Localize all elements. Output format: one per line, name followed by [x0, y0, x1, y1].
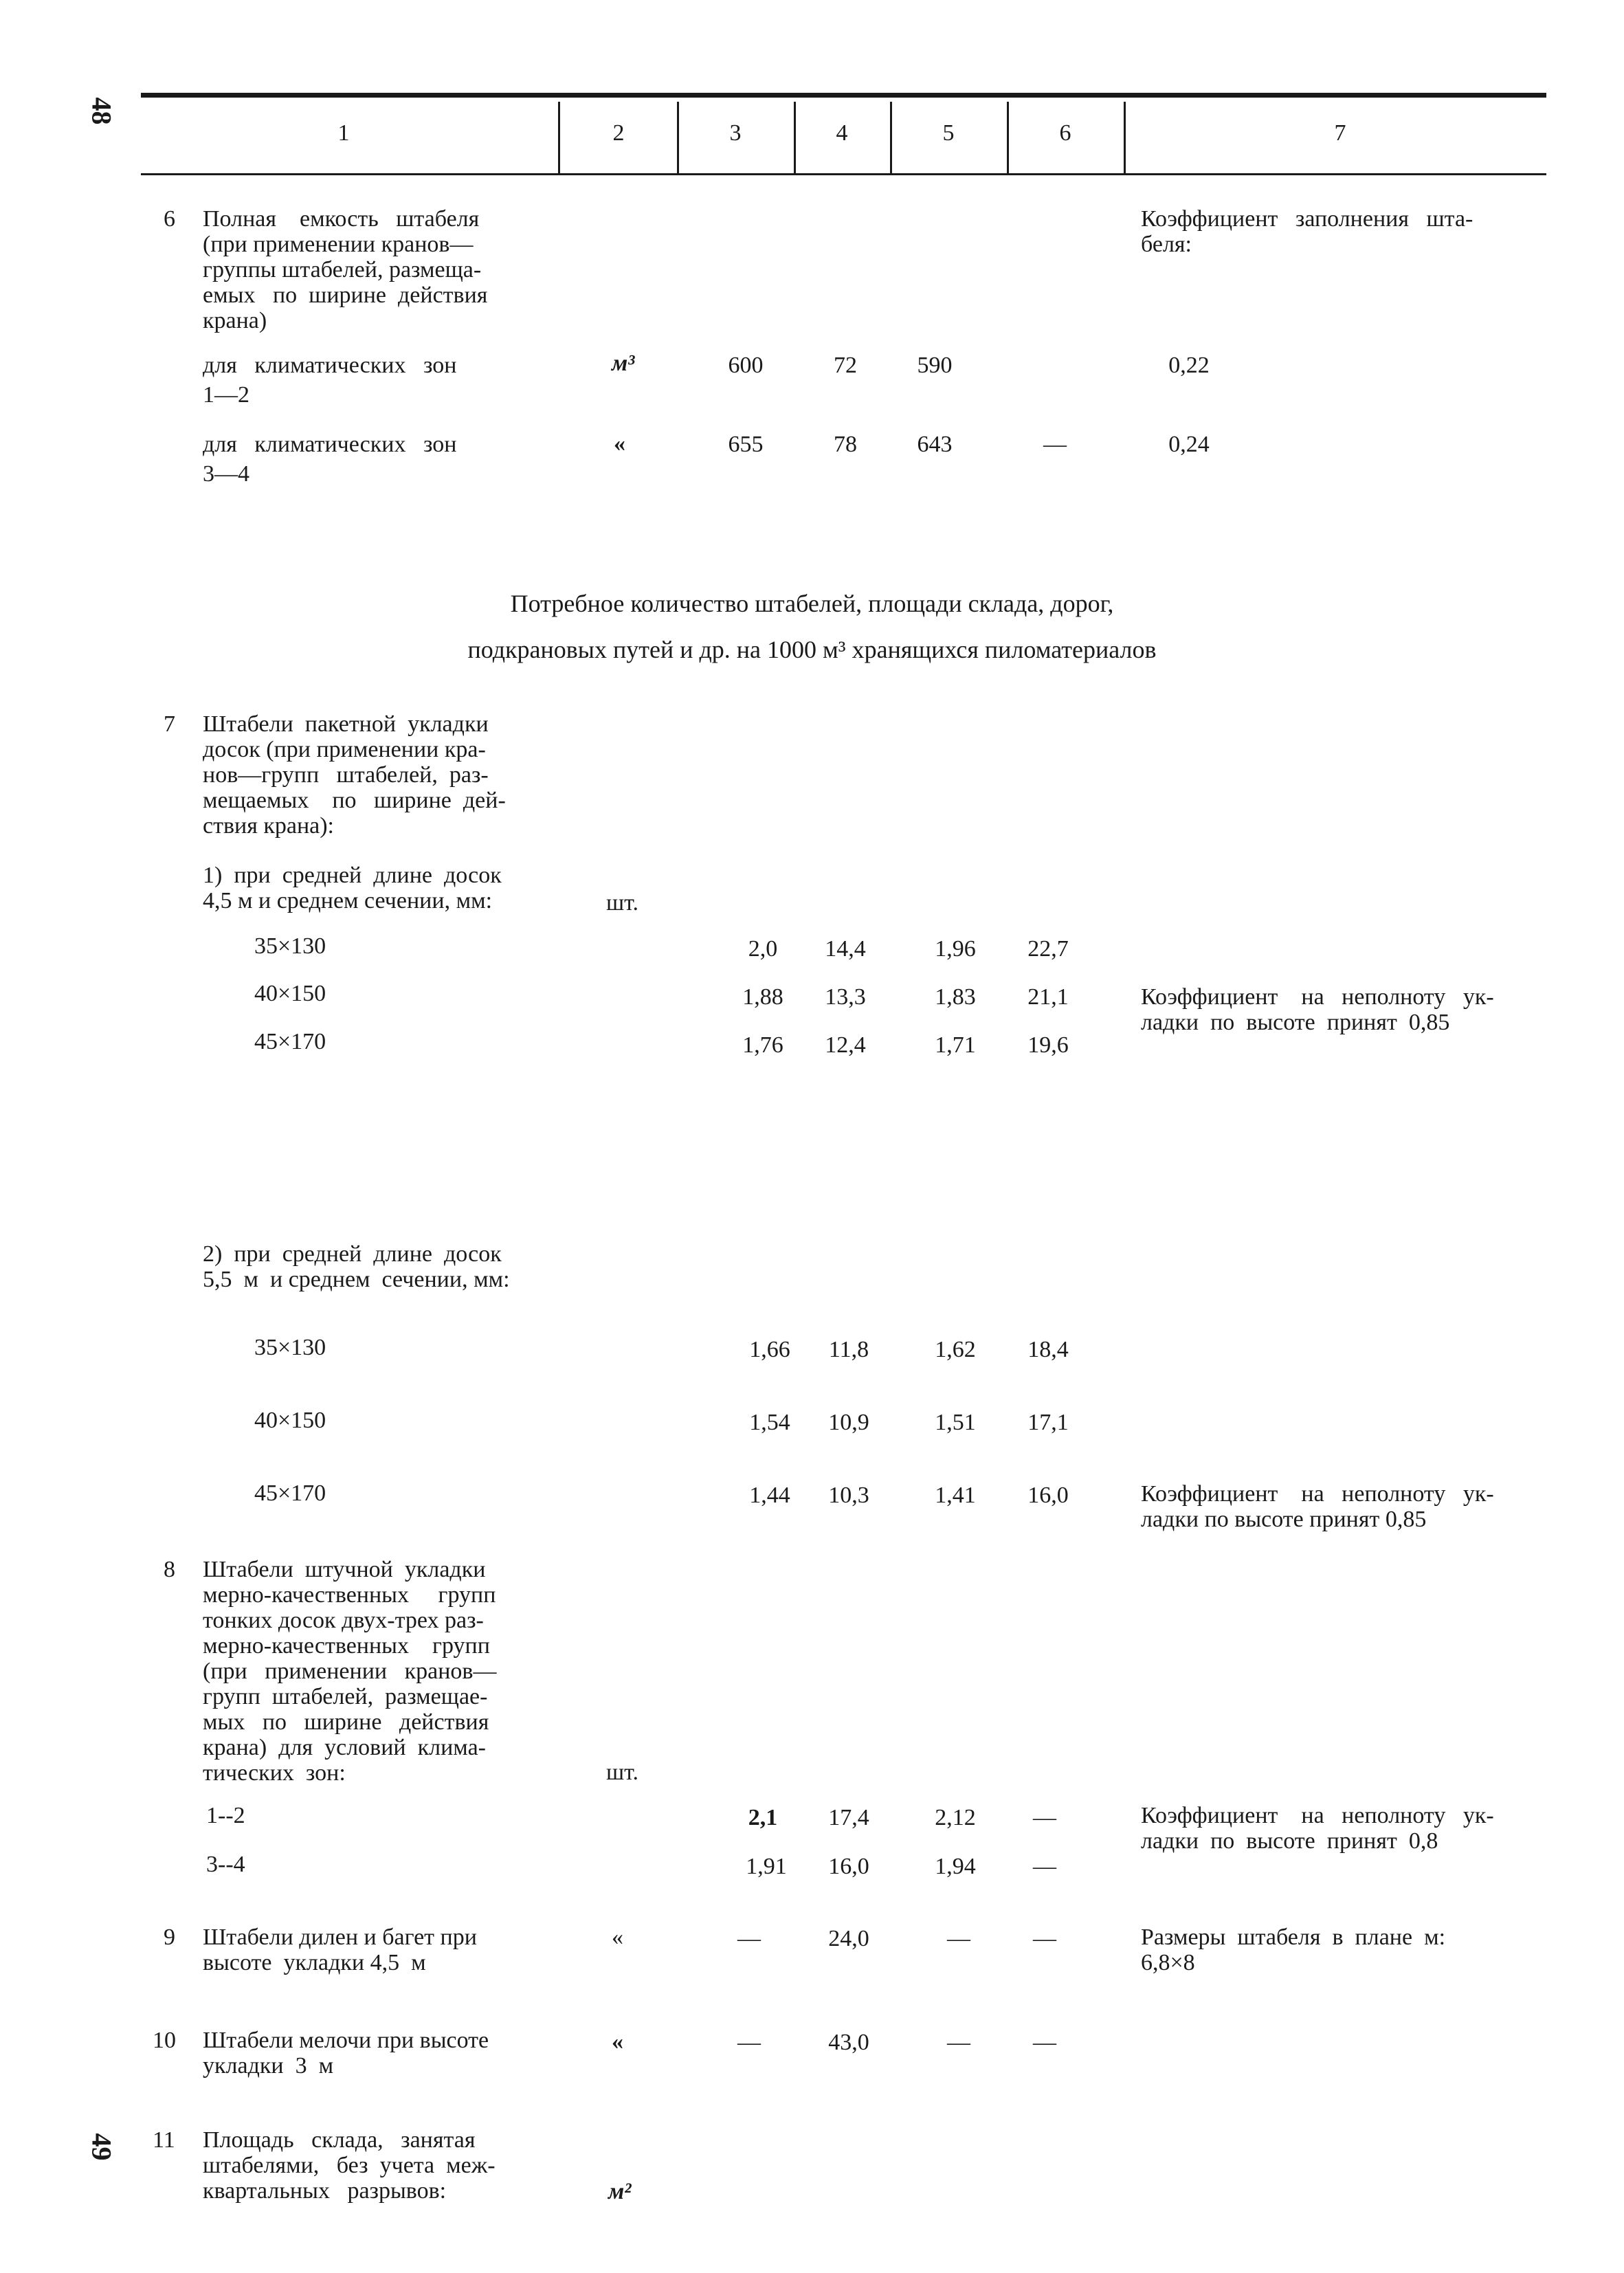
- row8-unit: шт.: [606, 1760, 638, 1785]
- row6-title-line: (при применении кранов—: [203, 232, 474, 257]
- row11-number: 11: [153, 2127, 175, 2153]
- row7-p1-note-line: Коэффициент на неполноту ук-: [1141, 984, 1494, 1010]
- row6-sub2-line: для климатических зон: [203, 432, 457, 457]
- row7-p1-c6: 19,6: [1027, 1032, 1069, 1058]
- row7-p1-c6: 22,7: [1027, 936, 1069, 962]
- row9-title: [203, 1925, 477, 1975]
- row7-p2-label: [203, 1241, 510, 1292]
- row7-p1-c5: 1,96: [935, 936, 976, 962]
- row8-title-line: крана) для условий клима-: [203, 1735, 487, 1760]
- row7-p2-c3: 1,54: [749, 1410, 790, 1435]
- row6-sub2-c5: 643: [917, 432, 953, 457]
- header-col-4: 4: [836, 120, 848, 146]
- row9-number: 9: [164, 1925, 175, 1950]
- row7-p1-c3: 1,76: [742, 1032, 783, 1058]
- row9-unit: «: [612, 1925, 623, 1950]
- row6-sub2-c6: —: [1043, 432, 1067, 457]
- col-divider-3: [794, 102, 796, 173]
- row6-sub1-c7: 0,22: [1168, 353, 1210, 378]
- row6-sub1-line: для климатических зон: [203, 353, 457, 378]
- row7-p2-c6: 17,1: [1027, 1410, 1069, 1435]
- row10-title-line: укладки 3 м: [203, 2053, 334, 2078]
- header-top-rule: [141, 93, 1546, 98]
- row8-number: 8: [164, 1557, 175, 1582]
- row7-title-line: нов—групп штабелей, раз-: [203, 762, 489, 788]
- row6-sub2-unit: «: [614, 431, 625, 456]
- col-divider-5: [1007, 102, 1009, 173]
- row6-sub2-c7: 0,24: [1168, 432, 1210, 457]
- row7-p1-line: 4,5 м и среднем сечении, мм:: [203, 888, 493, 913]
- row7-p1-c5: 1,71: [935, 1032, 976, 1058]
- row6-note-line: Коэффициент заполнения шта-: [1141, 206, 1473, 232]
- row7-p1-c4: 13,3: [825, 984, 866, 1010]
- row6-title-line: Полная емкость штабеля: [203, 206, 480, 232]
- row9-c4: 24,0: [828, 1926, 869, 1951]
- row6-sub2-c3: 655: [728, 432, 764, 457]
- row8-title-line: мерно-качественных групп: [203, 1633, 490, 1659]
- header-col-7: 7: [1334, 120, 1346, 146]
- row6-sub1-unit: м³: [612, 351, 635, 376]
- row7-p2-note-line: ладки по высоте принят 0,85: [1141, 1507, 1427, 1532]
- row7-title-line: ствия крана):: [203, 813, 335, 839]
- row7-number: 7: [164, 711, 175, 737]
- row6-sub1-c4: 72: [834, 353, 857, 378]
- row8-zone: 3--4: [206, 1852, 245, 1877]
- row8-zone: 1--2: [206, 1803, 245, 1828]
- row7-p1-c6: 21,1: [1027, 984, 1069, 1010]
- header-col-3: 3: [729, 120, 742, 146]
- row7-p2-c6: 18,4: [1027, 1337, 1069, 1362]
- row11-unit: м²: [608, 2179, 632, 2204]
- row9-note: [1141, 1925, 1445, 1975]
- section-title-line1: Потребное количество штабелей, площади склада, дорог,: [510, 590, 1114, 617]
- row7-p1-c3: 2,0: [748, 936, 778, 962]
- row7-p1-c4: 12,4: [825, 1032, 866, 1058]
- row7-p2-note: [1141, 1481, 1494, 1532]
- row7-p1-size: 35×130: [254, 933, 326, 959]
- row7-p1-line: 1) при средней длине досок: [203, 863, 502, 888]
- row8-title-line: тических зон:: [203, 1760, 346, 1786]
- row7-p1-unit: шт.: [606, 890, 638, 916]
- row7-p1-c4: 14,4: [825, 936, 866, 962]
- row8-title-line: тонких досок двух-трех раз-: [203, 1608, 484, 1633]
- row7-p2-size: 40×150: [254, 1408, 326, 1433]
- row7-title: [203, 711, 506, 839]
- row10-number: 10: [153, 2028, 176, 2053]
- row6-sub2-label: [203, 430, 456, 489]
- row6-sub1-c5: 590: [917, 353, 953, 378]
- row6-title-line: группы штабелей, размеща-: [203, 257, 482, 282]
- col-divider-2: [677, 102, 679, 173]
- row6-note-line: беля:: [1141, 232, 1192, 257]
- row7-p1-note: [1141, 984, 1494, 1035]
- row7-p2-c4: 10,9: [828, 1410, 869, 1435]
- section-title-line2: подкрановых путей и др. на 1000 м³ хранящихся пиломатериалов: [467, 636, 1157, 663]
- row6-sub1-line: 1—2: [203, 382, 249, 408]
- page-number-bottom: 49: [86, 2133, 118, 2161]
- row8-title: [203, 1557, 496, 1786]
- row10-title: [203, 2028, 489, 2078]
- row8-title-line: групп штабелей, размещае-: [203, 1684, 488, 1709]
- row9-note-line: Размеры штабеля в плане м:: [1141, 1925, 1446, 1950]
- row8-note: [1141, 1803, 1494, 1854]
- col-divider-4: [890, 102, 892, 173]
- row9-c3: —: [737, 1926, 761, 1951]
- row8-c4: 16,0: [828, 1854, 869, 1879]
- row8-c3: 2,1: [748, 1805, 778, 1830]
- row10-c5: —: [947, 2030, 970, 2055]
- row8-c3: 1,91: [746, 1854, 787, 1879]
- row7-p1-c3: 1,88: [742, 984, 783, 1010]
- row6-sub2-line: 3—4: [203, 461, 249, 487]
- row7-p2-note-line: Коэффициент на неполноту ук-: [1141, 1481, 1494, 1507]
- row6-note: [1141, 206, 1473, 257]
- row7-p2-c4: 10,3: [828, 1483, 869, 1508]
- row11-title-line: Площадь склада, занятая: [203, 2127, 476, 2153]
- row7-p1-size: 45×170: [254, 1029, 326, 1054]
- row6-sub2-c4: 78: [834, 432, 857, 457]
- row9-note-line: 6,8×8: [1141, 1950, 1195, 1975]
- row6-sub1-c3: 600: [728, 353, 764, 378]
- row8-c4: 17,4: [828, 1805, 869, 1830]
- row9-c5: —: [947, 1926, 970, 1951]
- row10-unit: «: [612, 2029, 623, 2054]
- row7-p2-line: 2) при средней длине досок: [203, 1241, 502, 1267]
- row9-c6: —: [1033, 1926, 1056, 1951]
- row10-c6: —: [1033, 2030, 1056, 2055]
- row8-title-line: (при применении кранов—: [203, 1659, 497, 1684]
- page-number-top: 48: [86, 97, 118, 125]
- row8-title-line: мерно-качественных групп: [203, 1582, 496, 1608]
- header-col-2: 2: [612, 120, 625, 146]
- row8-title-line: Штабели штучной укладки: [203, 1557, 486, 1582]
- row7-title-line: мещаемых по ширине дей-: [203, 788, 506, 813]
- col-divider-6: [1124, 102, 1126, 173]
- row8-c6: —: [1033, 1805, 1056, 1830]
- row7-p2-c5: 1,51: [935, 1410, 976, 1435]
- row8-c5: 2,12: [935, 1805, 976, 1830]
- row7-p1-size: 40×150: [254, 981, 326, 1006]
- row7-p2-line: 5,5 м и среднем сечении, мм:: [203, 1267, 510, 1292]
- row9-title-line: Штабели дилен и багет при: [203, 1925, 477, 1950]
- row8-c5: 1,94: [935, 1854, 976, 1879]
- row7-p1-label: [203, 863, 502, 913]
- row7-p2-c6: 16,0: [1027, 1483, 1069, 1508]
- row7-title-line: Штабели пакетной укладки: [203, 711, 489, 737]
- row7-p2-c5: 1,62: [935, 1337, 976, 1362]
- row8-title-line: мых по ширине действия: [203, 1709, 489, 1735]
- row10-c3: —: [737, 2030, 761, 2055]
- row6-number: 6: [164, 206, 175, 232]
- row6-title: [203, 206, 487, 333]
- row10-title-line: Штабели мелочи при высоте: [203, 2028, 489, 2053]
- row7-p2-c5: 1,41: [935, 1483, 976, 1508]
- row7-p2-size: 45×170: [254, 1481, 326, 1506]
- row6-title-line: крана): [203, 308, 267, 333]
- row7-p1-note-line: ладки по высоте принят 0,85: [1141, 1010, 1450, 1035]
- row7-p2-c4: 11,8: [828, 1337, 869, 1362]
- header-bottom-rule: [141, 173, 1546, 175]
- row7-title-line: досок (при применении кра-: [203, 737, 486, 762]
- row8-c6: —: [1033, 1854, 1056, 1879]
- header-col-5: 5: [942, 120, 955, 146]
- row7-p2-c3: 1,44: [749, 1483, 790, 1508]
- row7-p1-c5: 1,83: [935, 984, 976, 1010]
- col-divider-1: [558, 102, 560, 173]
- header-col-6: 6: [1059, 120, 1071, 146]
- row7-p2-size: 35×130: [254, 1335, 326, 1360]
- row8-note-line: Коэффициент на неполноту ук-: [1141, 1803, 1494, 1828]
- row11-title-line: квартальных разрывов:: [203, 2178, 447, 2204]
- row9-title-line: высоте укладки 4,5 м: [203, 1950, 426, 1975]
- header-col-1: 1: [337, 120, 350, 146]
- row7-p2-c3: 1,66: [749, 1337, 790, 1362]
- row11-title: [203, 2127, 496, 2204]
- row8-note-line: ладки по высоте принят 0,8: [1141, 1828, 1438, 1854]
- row11-title-line: штабелями, без учета меж-: [203, 2153, 496, 2178]
- row6-title-line: емых по ширине действия: [203, 282, 488, 308]
- row10-c4: 43,0: [828, 2030, 869, 2055]
- row6-sub1-label: [203, 351, 456, 410]
